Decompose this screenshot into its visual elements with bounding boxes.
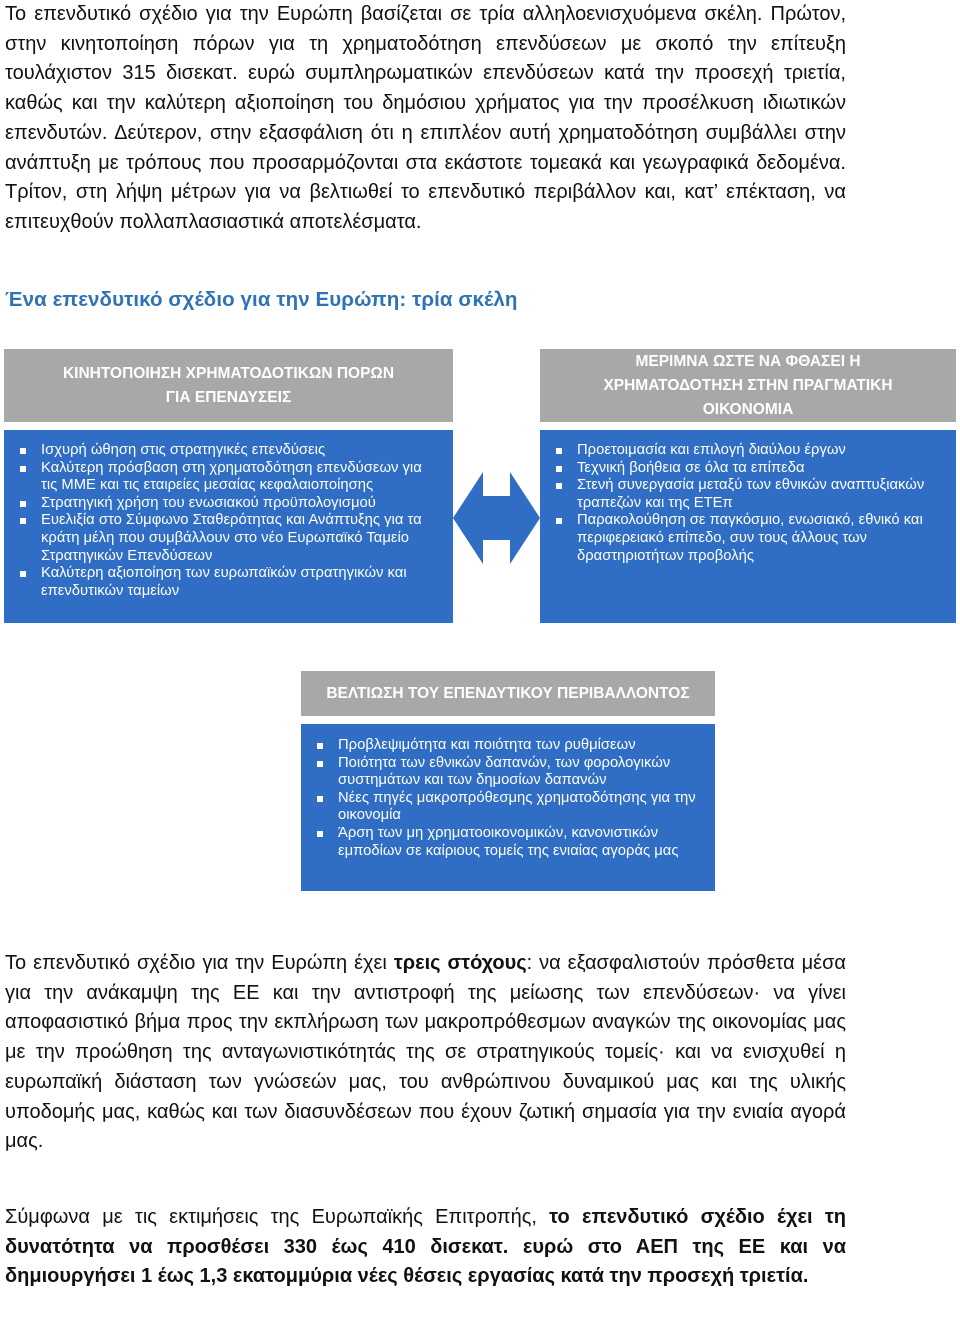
list-item: Ισχυρή ώθηση στις στρατηγικές επενδύσεις — [17, 442, 439, 460]
list-item: Στενή συνεργασία μεταξύ των εθνικών αναπτυξιακών τραπεζών και της ΕΤΕπ — [553, 477, 942, 512]
title-line: ΜΕΡΙΜΝΑ ΩΣΤΕ ΝΑ ΦΘΑΣΕΙ Η — [635, 352, 861, 370]
list-item: Παρακολούθηση σε παγκόσμιο, ενωσιακό, εθνικό και περιφερειακό επίπεδο, συν τους άλλους των δραστηριοτήτων προβολής — [553, 512, 942, 565]
title-line: ΓΙΑ ΕΠΕΝΔΥΣΕΙΣ — [165, 388, 292, 406]
estimate-text-before: Σύμφωνα με τις εκτιμήσεις της Ευρωπαϊκής Επιτροπής, — [5, 1206, 550, 1228]
section-heading: Ένα επενδυτικό σχέδιο για την Ευρώπη: τρία σκέλη — [5, 288, 518, 311]
estimate-text-bold: το επενδυτικό σχέδιο έχει τη δυνατότητα να προσθέσει 330 έως 410 δισεκατ. ευρώ στο ΑΕΠ της ΕΕ και να δημιουργήσει 1 έως 1,3 εκατομμύρια νέες θέσεις εργασίας κατά την προσεχή τριετία. — [5, 1206, 846, 1288]
estimate-paragraph — [5, 1203, 846, 1292]
title-line: ΒΕΛΤΙΩΣΗ ΤΟΥ ΕΠΕΝΔΥΤΙΚΟΥ ΠΕΡΙΒΑΛΛΟΝΤΟΣ — [326, 684, 690, 702]
box3-list — [314, 737, 701, 860]
list-item: Νέες πηγές μακροπρόθεσμης χρηματοδότησης για την οικονομία — [314, 790, 701, 825]
box2-body — [540, 430, 956, 623]
list-item: Καλύτερη αξιοποίηση των ευρωπαϊκών στρατηγικών και επενδυτικών ταμείων — [17, 565, 439, 600]
goals-text-bold: τρεις στόχους — [393, 952, 527, 974]
list-item: Καλύτερη πρόσβαση στη χρηματοδότηση επενδύσεων για τις ΜΜΕ και τις εταιρείες μεσαίας κεφαλαιοποίησης — [17, 460, 439, 495]
double-arrow-shape — [453, 472, 540, 564]
goals-text-before: Το επενδυτικό σχέδιο για την Ευρώπη έχει — [5, 952, 394, 974]
box2-list — [553, 442, 942, 565]
box3-body — [301, 724, 715, 891]
box1-body — [4, 430, 453, 623]
box3-title — [301, 671, 715, 716]
box2-title — [540, 349, 956, 422]
box1-title — [4, 349, 453, 422]
list-item: Ευελιξία στο Σύμφωνο Σταθερότητας και Ανάπτυξης για τα κράτη μέλη που συμβάλλουν στο νέο Ευρωπαϊκό Ταμείο Στρατηγικών Επενδύσεων — [17, 512, 439, 565]
list-item: Προβλεψιμότητα και ποιότητα των ρυθμίσεων — [314, 737, 701, 755]
list-item: Τεχνική βοήθεια σε όλα τα επίπεδα — [553, 460, 942, 478]
list-item: Άρση των μη χρηματοοικονομικών, κανονιστικών εμποδίων σε καίριους τομείς της ενιαίας αγοράς μας — [314, 825, 701, 860]
list-item: Ποιότητα των εθνικών δαπανών, των φορολογικών συστημάτων και των δημοσίων δαπανών — [314, 755, 701, 790]
title-line: ΟΙΚΟΝΟΜΙΑ — [702, 400, 794, 418]
list-item: Στρατηγική χρήση του ενωσιακού προϋπολογισμού — [17, 495, 439, 513]
list-item: Προετοιμασία και επιλογή διαύλου έργων — [553, 442, 942, 460]
title-line: ΧΡΗΜΑΤΟΔΟΤΗΣΗ ΣΤΗΝ ΠΡΑΓΜΑΤΙΚΗ — [603, 376, 893, 394]
goals-text-after: : να εξασφαλιστούν πρόσθετα μέσα για την ανάκαμψη της ΕΕ και την αντιστροφή της μείωσης των επενδύσεων· να γίνει αποφασιστικό βήμα προς την εκπλήρωση των μακροπρόθεσμων αναγκών της οικονομίας μας με την προώθηση της ανταγωνιστικότητάς της σε στρατηγικούς τομείς· και να ενισχυθεί η ευρωπαϊκή διάσταση των γνώσεών μας, του ανθρώπινου δυναμικού μας και της υλικής υποδομής μας, καθώς και των διασυνδέσεων που έχουν ζωτική σημασία για την ενιαία αγορά μας. — [5, 952, 846, 1153]
goals-paragraph — [5, 949, 846, 1157]
intro-paragraph: Το επενδυτικό σχέδιο για την Ευρώπη βασίζεται σε τρία αλληλοενισχυόμενα σκέλη. Πρώτον, στην κινητοποίηση πόρων για τη χρηματοδότηση επενδύσεων με σκοπό την επίτευξη τουλάχιστον 315 δισεκατ. ευρώ συμπληρωματικών επενδύσεων κατά την προσεχή τριετία, καθώς και την καλύτερη αξιοποίηση του δημόσιου χρήματος για την προσέλκυση ιδιωτικών επενδυτών. Δεύτερον, στην εξασφάλιση ότι η επιπλέον αυτή χρηματοδότηση συμβάλλει στην ανάπτυξη με τρόπους που προσαρμόζονται στα εκάστοτε τομεακά και γεωγραφικά δεδομένα. Τρίτον, στη λήψη μέτρων για να βελτιωθεί το επενδυτικό περιβάλλον και, κατ’ επέκταση, να επιτευχθούν πολλαπλασιαστικά αποτελέσματα. — [5, 3, 846, 233]
box1-list — [17, 442, 439, 600]
title-line: ΚΙΝΗΤΟΠΟΙΗΣΗ ΧΡΗΜΑΤΟΔΟΤΙΚΩΝ ΠΟΡΩΝ — [62, 364, 395, 382]
double-arrow-icon — [453, 462, 540, 574]
